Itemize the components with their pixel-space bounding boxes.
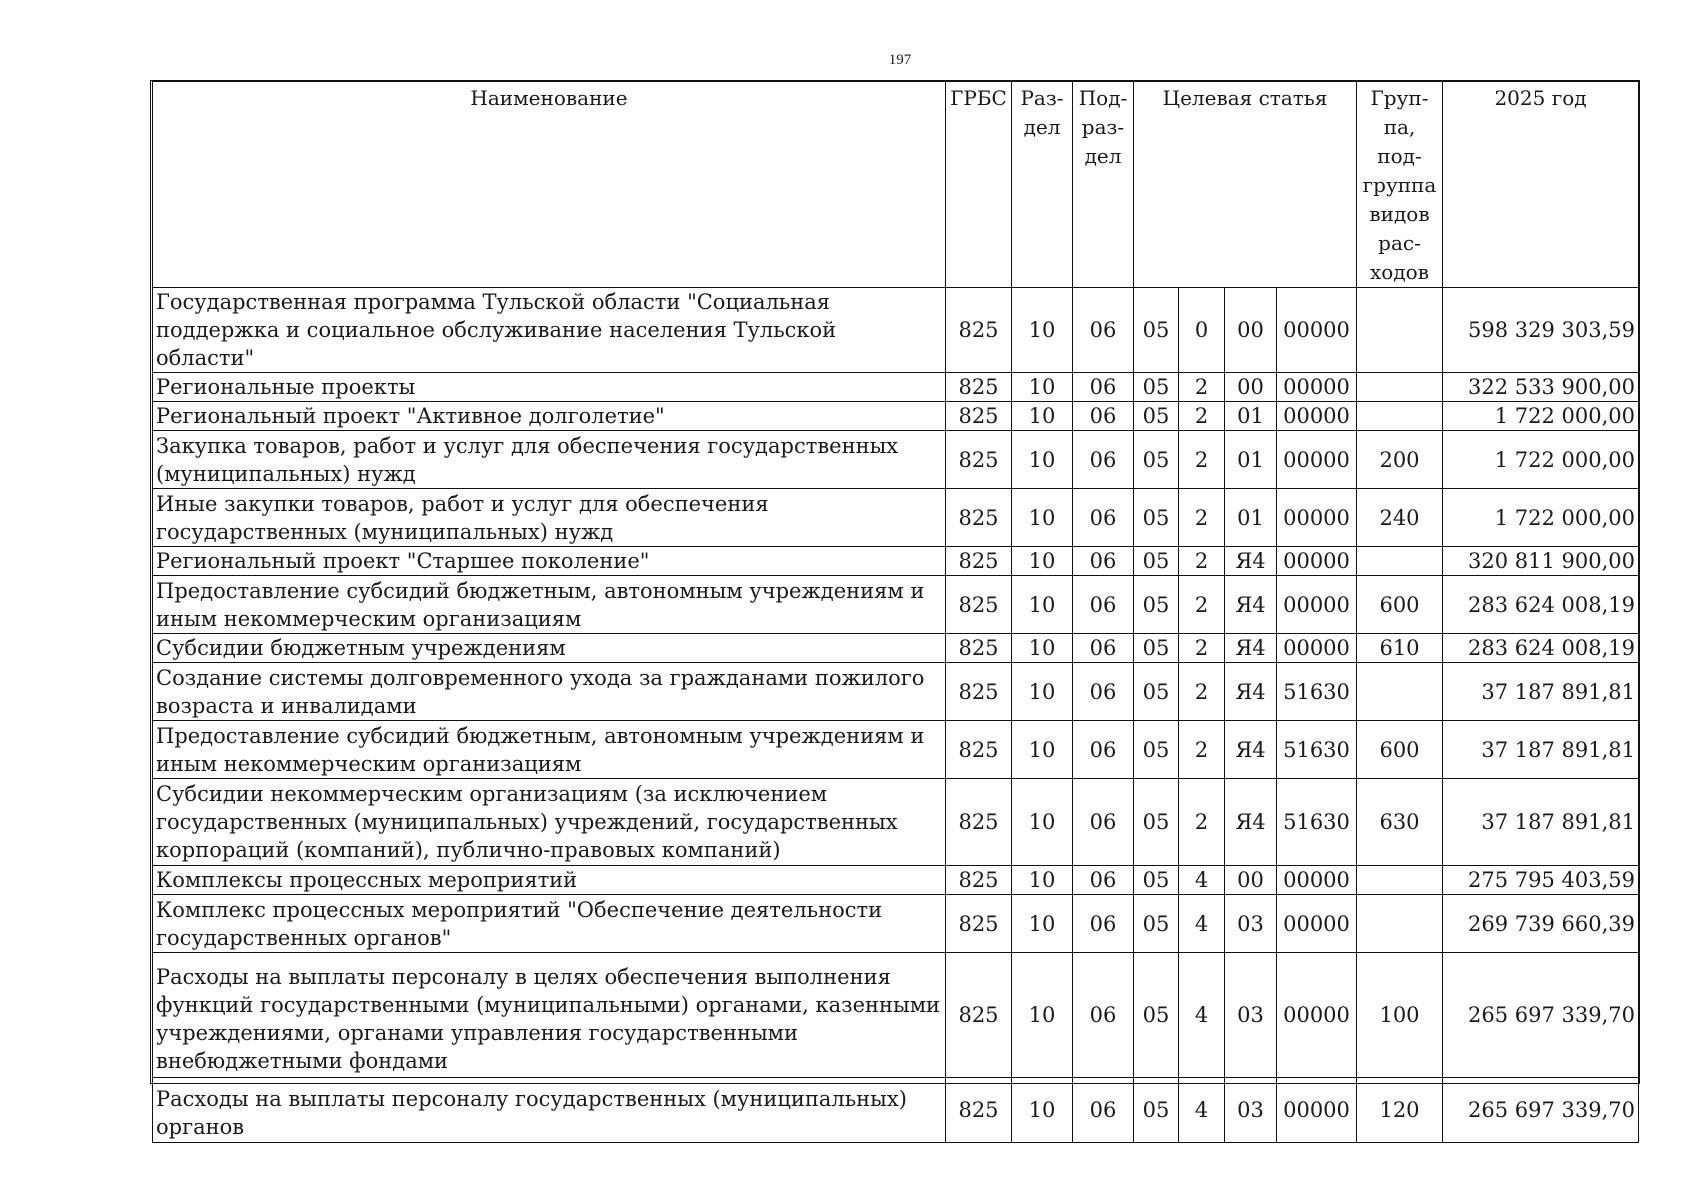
row-target-program: 05 [1134, 1078, 1179, 1143]
row-amount: 265 697 339,70 [1443, 953, 1639, 1078]
row-target-program: 05 [1134, 953, 1179, 1078]
row-podrazdel: 06 [1073, 1078, 1134, 1143]
row-amount: 1 722 000,00 [1443, 489, 1639, 547]
row-grbs: 825 [946, 402, 1012, 431]
row-amount: 37 187 891,81 [1443, 779, 1639, 866]
row-target-program: 05 [1134, 489, 1179, 547]
budget-table [152, 81, 1639, 1143]
row-target-program: 05 [1134, 402, 1179, 431]
row-name: Государственная программа Тульской области "Социальная поддержка и социальное обслуживание населения Тульской области" [153, 288, 946, 373]
header-expense-group: Груп- па, под- группа видов рас- ходов [1357, 82, 1443, 288]
row-name: Региональный проект "Активное долголетие" [153, 402, 946, 431]
row-target-direction: 00000 [1277, 489, 1357, 547]
table-row [153, 866, 1639, 895]
row-grbs: 825 [946, 634, 1012, 663]
row-expense-group [1357, 373, 1443, 402]
row-target-type: 2 [1179, 721, 1225, 779]
table-row [153, 721, 1639, 779]
row-podrazdel: 06 [1073, 288, 1134, 373]
row-name: Региональные проекты [153, 373, 946, 402]
row-target-direction: 00000 [1277, 431, 1357, 489]
table-row [153, 402, 1639, 431]
row-grbs: 825 [946, 576, 1012, 634]
row-razdel: 10 [1012, 634, 1073, 663]
row-target-direction: 00000 [1277, 288, 1357, 373]
row-razdel: 10 [1012, 402, 1073, 431]
row-target-program: 05 [1134, 895, 1179, 953]
row-grbs: 825 [946, 895, 1012, 953]
row-name: Региональный проект "Старшее поколение" [153, 547, 946, 576]
row-target-event: Я4 [1225, 634, 1277, 663]
row-podrazdel: 06 [1073, 663, 1134, 721]
row-amount: 37 187 891,81 [1443, 721, 1639, 779]
row-amount: 283 624 008,19 [1443, 576, 1639, 634]
row-target-type: 2 [1179, 373, 1225, 402]
row-podrazdel: 06 [1073, 547, 1134, 576]
row-razdel: 10 [1012, 895, 1073, 953]
row-target-program: 05 [1134, 721, 1179, 779]
row-podrazdel: 06 [1073, 489, 1134, 547]
row-amount: 322 533 900,00 [1443, 373, 1639, 402]
row-grbs: 825 [946, 547, 1012, 576]
row-target-program: 05 [1134, 373, 1179, 402]
row-amount: 598 329 303,59 [1443, 288, 1639, 373]
row-razdel: 10 [1012, 547, 1073, 576]
row-target-event: 01 [1225, 489, 1277, 547]
row-name: Создание системы долговременного ухода за гражданами пожилого возраста и инвалидами [153, 663, 946, 721]
row-grbs: 825 [946, 1078, 1012, 1143]
row-expense-group [1357, 663, 1443, 721]
row-amount: 320 811 900,00 [1443, 547, 1639, 576]
row-expense-group [1357, 402, 1443, 431]
row-target-type: 2 [1179, 576, 1225, 634]
row-razdel: 10 [1012, 373, 1073, 402]
row-target-type: 2 [1179, 431, 1225, 489]
row-target-event: Я4 [1225, 779, 1277, 866]
row-expense-group [1357, 866, 1443, 895]
row-podrazdel: 06 [1073, 895, 1134, 953]
row-amount: 269 739 660,39 [1443, 895, 1639, 953]
row-razdel: 10 [1012, 953, 1073, 1078]
row-podrazdel: 06 [1073, 866, 1134, 895]
row-target-direction: 51630 [1277, 721, 1357, 779]
row-target-direction: 00000 [1277, 402, 1357, 431]
row-target-event: Я4 [1225, 663, 1277, 721]
page-number: 197 [888, 52, 912, 68]
row-target-direction: 51630 [1277, 779, 1357, 866]
row-amount: 283 624 008,19 [1443, 634, 1639, 663]
row-expense-group: 120 [1357, 1078, 1443, 1143]
row-grbs: 825 [946, 721, 1012, 779]
row-razdel: 10 [1012, 663, 1073, 721]
row-target-direction: 00000 [1277, 866, 1357, 895]
row-target-direction: 00000 [1277, 373, 1357, 402]
row-podrazdel: 06 [1073, 373, 1134, 402]
row-target-type: 2 [1179, 634, 1225, 663]
row-podrazdel: 06 [1073, 634, 1134, 663]
row-target-event: Я4 [1225, 721, 1277, 779]
row-amount: 37 187 891,81 [1443, 663, 1639, 721]
row-target-type: 0 [1179, 288, 1225, 373]
row-target-direction: 00000 [1277, 576, 1357, 634]
table-row [153, 576, 1639, 634]
row-target-program: 05 [1134, 866, 1179, 895]
row-target-event: 03 [1225, 1078, 1277, 1143]
row-expense-group: 240 [1357, 489, 1443, 547]
table-row [153, 489, 1639, 547]
row-razdel: 10 [1012, 489, 1073, 547]
row-razdel: 10 [1012, 1078, 1073, 1143]
row-target-direction: 00000 [1277, 634, 1357, 663]
row-amount: 1 722 000,00 [1443, 402, 1639, 431]
row-grbs: 825 [946, 953, 1012, 1078]
header-grbs: ГРБС [946, 82, 1012, 288]
row-grbs: 825 [946, 373, 1012, 402]
row-razdel: 10 [1012, 431, 1073, 489]
row-target-direction: 00000 [1277, 547, 1357, 576]
row-name: Расходы на выплаты персоналу в целях обеспечения выполнения функций государственными (муниципальными) органами, казенными учреждениями, органами управления государственными внебюджетными фондами [153, 953, 946, 1078]
table-row [153, 431, 1639, 489]
row-target-program: 05 [1134, 431, 1179, 489]
row-target-program: 05 [1134, 547, 1179, 576]
table-row [153, 779, 1639, 866]
row-name: Комплексы процессных мероприятий [153, 866, 946, 895]
row-target-type: 4 [1179, 895, 1225, 953]
row-podrazdel: 06 [1073, 779, 1134, 866]
row-name: Субсидии бюджетным учреждениям [153, 634, 946, 663]
row-target-type: 2 [1179, 489, 1225, 547]
header-year-2025: 2025 год [1443, 82, 1639, 288]
row-target-event: Я4 [1225, 576, 1277, 634]
table-row [153, 547, 1639, 576]
header-razdel: Раз- дел [1012, 82, 1073, 288]
table-header [153, 82, 1639, 288]
table-row [153, 895, 1639, 953]
row-expense-group: 610 [1357, 634, 1443, 663]
row-target-direction: 51630 [1277, 663, 1357, 721]
row-grbs: 825 [946, 866, 1012, 895]
table-row [153, 373, 1639, 402]
row-name: Предоставление субсидий бюджетным, автономным учреждениям и иным некоммерческим организациям [153, 721, 946, 779]
row-target-type: 4 [1179, 953, 1225, 1078]
row-podrazdel: 06 [1073, 576, 1134, 634]
table-row [153, 953, 1639, 1078]
row-target-event: 01 [1225, 402, 1277, 431]
row-target-type: 4 [1179, 866, 1225, 895]
row-podrazdel: 06 [1073, 402, 1134, 431]
row-target-event: 03 [1225, 895, 1277, 953]
row-expense-group: 100 [1357, 953, 1443, 1078]
header-name: Наименование [153, 82, 946, 288]
row-target-program: 05 [1134, 779, 1179, 866]
row-grbs: 825 [946, 431, 1012, 489]
row-expense-group [1357, 288, 1443, 373]
row-podrazdel: 06 [1073, 431, 1134, 489]
row-target-event: 01 [1225, 431, 1277, 489]
row-name: Субсидии некоммерческим организациям (за исключением государственных (муниципальных) учреждений, государственных корпораций (компаний), публично-правовых компаний) [153, 779, 946, 866]
row-razdel: 10 [1012, 288, 1073, 373]
row-name: Расходы на выплаты персоналу государственных (муниципальных) органов [153, 1078, 946, 1143]
row-target-event: 00 [1225, 866, 1277, 895]
row-target-type: 2 [1179, 402, 1225, 431]
row-target-event: 03 [1225, 953, 1277, 1078]
row-razdel: 10 [1012, 779, 1073, 866]
row-expense-group: 630 [1357, 779, 1443, 866]
row-target-type: 2 [1179, 663, 1225, 721]
table-row [153, 1078, 1639, 1143]
row-name: Закупка товаров, работ и услуг для обеспечения государственных (муниципальных) нужд [153, 431, 946, 489]
row-amount: 265 697 339,70 [1443, 1078, 1639, 1143]
row-grbs: 825 [946, 288, 1012, 373]
table-body [153, 288, 1639, 1143]
row-razdel: 10 [1012, 721, 1073, 779]
row-grbs: 825 [946, 663, 1012, 721]
row-expense-group [1357, 547, 1443, 576]
row-amount: 1 722 000,00 [1443, 431, 1639, 489]
row-name: Комплекс процессных мероприятий "Обеспечение деятельности государственных органов" [153, 895, 946, 953]
row-target-program: 05 [1134, 663, 1179, 721]
row-target-type: 2 [1179, 547, 1225, 576]
row-amount: 275 795 403,59 [1443, 866, 1639, 895]
header-target-article: Целевая статья [1134, 82, 1357, 288]
table-row [153, 663, 1639, 721]
row-target-program: 05 [1134, 634, 1179, 663]
row-target-program: 05 [1134, 288, 1179, 373]
row-podrazdel: 06 [1073, 721, 1134, 779]
header-podrazdel: Под- раз- дел [1073, 82, 1134, 288]
row-target-event: Я4 [1225, 547, 1277, 576]
row-target-type: 2 [1179, 779, 1225, 866]
table-row [153, 288, 1639, 373]
row-target-event: 00 [1225, 373, 1277, 402]
table-row [153, 634, 1639, 663]
row-target-direction: 00000 [1277, 953, 1357, 1078]
row-expense-group [1357, 895, 1443, 953]
row-expense-group: 600 [1357, 576, 1443, 634]
row-razdel: 10 [1012, 576, 1073, 634]
row-podrazdel: 06 [1073, 953, 1134, 1078]
row-target-direction: 00000 [1277, 1078, 1357, 1143]
row-name: Предоставление субсидий бюджетным, автономным учреждениям и иным некоммерческим организациям [153, 576, 946, 634]
row-expense-group: 200 [1357, 431, 1443, 489]
row-target-direction: 00000 [1277, 895, 1357, 953]
row-expense-group: 600 [1357, 721, 1443, 779]
row-grbs: 825 [946, 779, 1012, 866]
row-razdel: 10 [1012, 866, 1073, 895]
row-name: Иные закупки товаров, работ и услуг для обеспечения государственных (муниципальных) нужд [153, 489, 946, 547]
row-grbs: 825 [946, 489, 1012, 547]
row-target-type: 4 [1179, 1078, 1225, 1143]
row-target-event: 00 [1225, 288, 1277, 373]
row-target-program: 05 [1134, 576, 1179, 634]
